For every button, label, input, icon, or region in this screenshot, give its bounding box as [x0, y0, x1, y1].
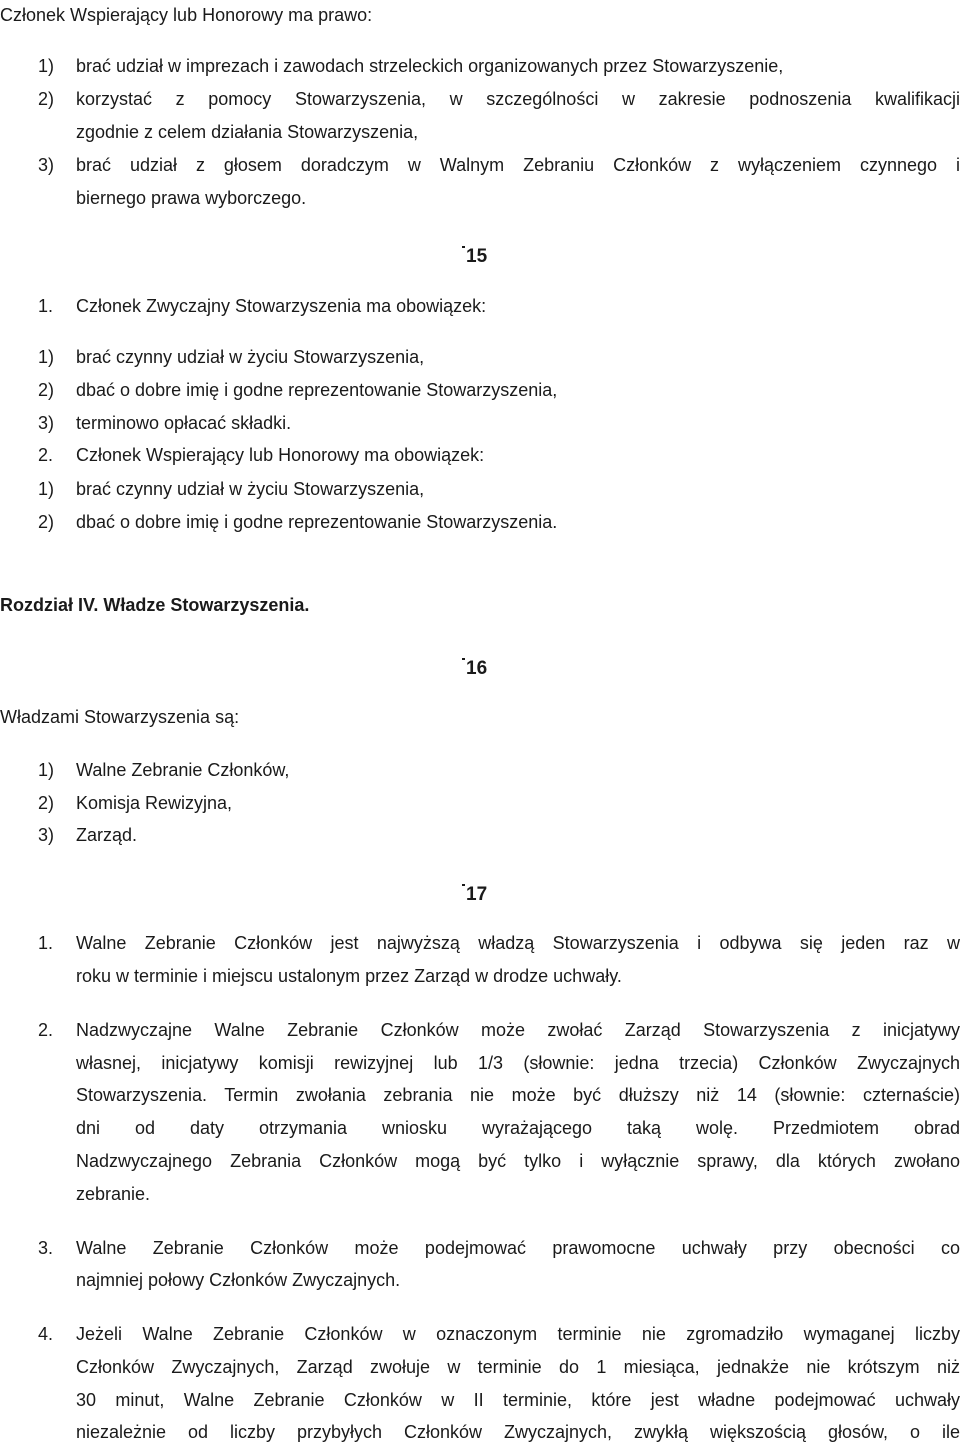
paragraph-text: Członek Zwyczajny Stowarzyszenia ma obowiązek: [76, 296, 487, 316]
list-item-text: Komisja Rewizyjna, [76, 793, 233, 813]
paragraph-text: Władzami Stowarzyszenia są: [0, 707, 240, 727]
list-item-text: terminowo opłacać składki. [76, 413, 292, 433]
paragraph-text: własnej, inicjatywy komisji rewizyjnej lub 1/3 (słownie: jedna trzecia) Członków Zwyczajnych [76, 1053, 960, 1073]
list-number: 1) [38, 479, 55, 499]
section-number: 17 [466, 884, 488, 905]
section-heading-16 [462, 652, 487, 680]
list-number: 1) [38, 56, 55, 76]
chapter-heading: Rozdział IV. Władze Stowarzyszenia. [0, 595, 310, 615]
section-heading-15 [462, 240, 487, 268]
paragraph-number: 1. [38, 296, 54, 316]
paragraph-number: 2. [38, 445, 54, 465]
paragraph-text: Walne Zebranie Członków może podejmować prawomocne uchwały przy obecności co [76, 1238, 960, 1258]
section-sign-icon [462, 878, 466, 906]
paragraph-number: 4. [38, 1324, 54, 1344]
paragraph-text: Członków Zwyczajnych, Zarząd zwołuje w terminie do 1 miesiąca, jednakże nie krótszym niż [76, 1357, 960, 1377]
list-number: 3) [38, 155, 55, 175]
list-item-text: Walne Zebranie Członków, [76, 760, 290, 780]
list-number: 1) [38, 347, 55, 367]
paragraph-text: Nadzwyczajne Walne Zebranie Członków może zwołać Zarząd Stowarzyszenia z inicjatywy [76, 1020, 960, 1040]
paragraph-text: niezależnie od liczby przybyłych Członków Zwyczajnych, zwykłą większością głosów, o ile [76, 1422, 960, 1442]
list-number: 3) [38, 413, 55, 433]
list-item-text: zgodnie z celem działania Stowarzyszenia, [76, 122, 419, 142]
rights-intro: Członek Wspierający lub Honorowy ma prawo: [0, 5, 373, 25]
paragraph-text: Nadzwyczajnego Zebrania Członków mogą być tylko i wyłącznie sprawy, dla których zwołano [76, 1151, 960, 1171]
list-number: 2) [38, 512, 55, 532]
paragraph-text: Członek Wspierający lub Honorowy ma obowiązek: [76, 445, 485, 465]
section-heading-17 [462, 878, 487, 906]
list-item-text: brać udział w imprezach i zawodach strzeleckich organizowanych przez Stowarzyszenie, [76, 56, 784, 76]
paragraph-text: zebranie. [76, 1184, 151, 1204]
list-item-text: korzystać z pomocy Stowarzyszenia, w szczególności w zakresie podnoszenia kwalifikacji [76, 89, 960, 109]
paragraph-number: 1. [38, 933, 54, 953]
paragraph-text: Walne Zebranie Członków jest najwyższą władzą Stowarzyszenia i odbywa się jeden raz w [76, 933, 960, 953]
paragraph-text: dni od daty otrzymania wniosku wyrażającego taką wolę. Przedmiotem obrad [76, 1118, 960, 1138]
section-sign-icon [462, 240, 466, 268]
paragraph-text: Stowarzyszenia. Termin zwołania zebrania nie może być dłuższy niż 14 (słownie: czternaście) [76, 1085, 960, 1105]
list-number: 2) [38, 380, 55, 400]
list-item-text: biernego prawa wyborczego. [76, 188, 307, 208]
paragraph-number: 2. [38, 1020, 54, 1040]
section-number: 16 [466, 658, 488, 679]
list-number: 3) [38, 825, 55, 845]
list-item-text: brać udział z głosem doradczym w Walnym Zebraniu Członków z wyłączeniem czynnego i [76, 155, 960, 175]
list-number: 2) [38, 89, 55, 109]
list-number: 1) [38, 760, 55, 780]
list-item-text: Zarząd. [76, 825, 138, 845]
list-item-text: brać czynny udział w życiu Stowarzyszenia, [76, 479, 425, 499]
section-number: 15 [466, 246, 488, 267]
list-item-text: brać czynny udział w życiu Stowarzyszenia, [76, 347, 425, 367]
paragraph-text: najmniej połowy Członków Zwyczajnych. [76, 1270, 401, 1290]
paragraph-text: Jeżeli Walne Zebranie Członków w oznaczonym terminie nie zgromadziło wymaganej liczby [76, 1324, 960, 1344]
paragraph-number: 3. [38, 1238, 54, 1258]
list-item-text: dbać o dobre imię i godne reprezentowanie Stowarzyszenia, [76, 380, 558, 400]
paragraph-text: 30 minut, Walne Zebranie Członków w II terminie, które jest władne podejmować uchwały [76, 1390, 960, 1410]
list-item-text: dbać o dobre imię i godne reprezentowanie Stowarzyszenia. [76, 512, 558, 532]
paragraph-text: roku w terminie i miejscu ustalonym przez Zarząd w drodze uchwały. [76, 966, 622, 986]
list-number: 2) [38, 793, 55, 813]
section-sign-icon [462, 652, 466, 680]
